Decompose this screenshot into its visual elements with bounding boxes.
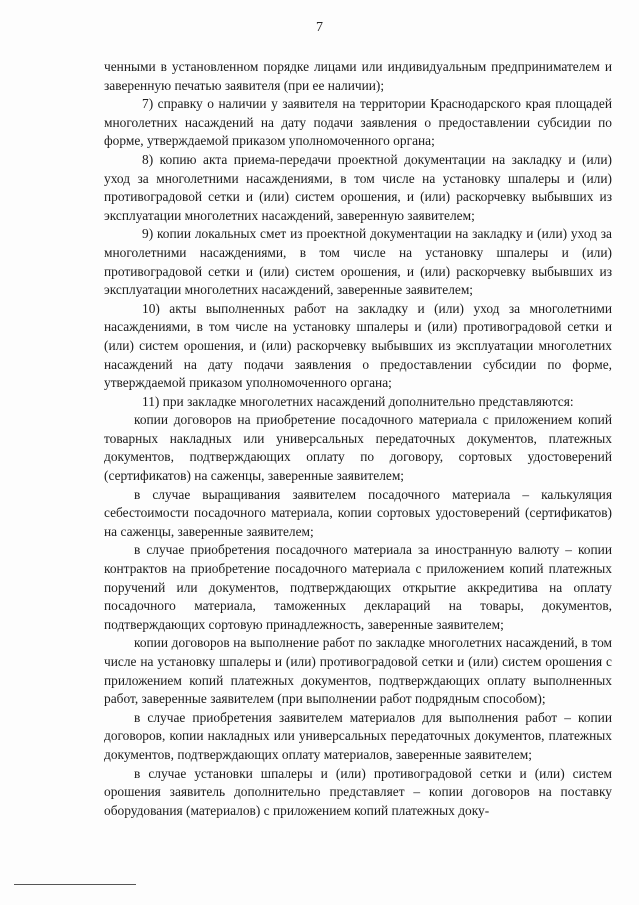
paragraph-item-7: 7) справку о наличии у заявителя на территории Краснодарского края площадей многолетних насаждений на дату подачи заявления о предоставлении субсидии по форме, утверждаемой приказом уполномоченного органа; [104,96,612,149]
subparagraph-foreign-currency: в случае приобретения посадочного материала за иностранную валюту – копии контрактов на приобретение посадочного материала с приложением копий платежных поручений или документов, подтверждающих открытие аккредитива на оплату посадочного материала, таможенных деклараций на товары, документов, подтверждающих сортовую принадлежность, заверенные заявителем; [104,542,612,632]
paragraph-item-8: 8) копию акта приема-передачи проектной документации на закладку и (или) уход за многолетними насаждениями, в том числе на установку шпалеры и (или) противоградовой сетки и (или) систем орошения, и (или) раскорчевку выбывших из эксплуатации многолетних насаждений, заверенную заявителем; [104,151,612,223]
subparagraph-materials-purchase: в случае приобретения заявителем материалов для выполнения работ – копии договоров, копии накладных или универсальных передаточных документов, платежных документов, подтверждающих оплату материалов, заверенные заявителем; [104,709,612,762]
subparagraph-trellis-installation: в случае установки шпалеры и (или) противоградовой сетки и (или) систем орошения заявитель дополнительно представляет – копии договоров на поставку оборудования (материалов) с приложением копий платежных доку- [104,765,612,818]
subparagraph-planting-works-contracts: копии договоров на выполнение работ по закладке многолетних насаждений, в том числе на установку шпалеры и (или) противоградовой сетки и (или) систем орошения с приложением копий платежных документов, подтверждающих оплату выполненных работ, заверенные заявителем (при выполнении работ подрядным способом); [104,635,612,707]
paragraph-continuation: ченными в установленном порядке лицами или индивидуальным предпринимателем и заверенную печатью заявителя (при ее наличии); [104,59,612,93]
footnote-divider [14,884,136,885]
page-number: 7 [316,20,323,35]
paragraph-item-11: 11) при закладке многолетних насаждений дополнительно представляются: [142,393,574,409]
subparagraph-planting-material-contracts: копии договоров на приобретение посадочного материала с приложением копий товарных накладных или универсальных передаточных документов, платежных документов, подтверждающих оплату по договору, сортовых удостоверений (сертификатов) на саженцы, заверенные заявителем; [104,412,612,484]
paragraph-item-9: 9) копии локальных смет из проектной документации на закладку и (или) уход за многолетними насаждениями, в том числе на установку шпалеры и (или) противоградовой сетки и (или) систем орошения, и (или) раскорчевку выбывших из эксплуатации многолетних насаждений, заверенные заявителем; [104,226,612,298]
paragraph-item-10: 10) акты выполненных работ на закладку и (или) уход за многолетними насаждениями, в том числе на установку шпалеры и (или) противоградовой сетки и (или) систем орошения, и (или) раскорчевку выбывших из эксплуатации многолетних насаждений на дату подачи заявления о предоставлении субсидии по форме, утверждаемой приказом уполномоченного органа; [104,300,612,391]
subparagraph-own-cultivation: в случае выращивания заявителем посадочного материала – калькуляция себестоимости посадочного материала, копии сортовых удостоверений (сертификатов) на саженцы, заверенные заявителем; [104,486,612,539]
document-body [104,58,612,820]
